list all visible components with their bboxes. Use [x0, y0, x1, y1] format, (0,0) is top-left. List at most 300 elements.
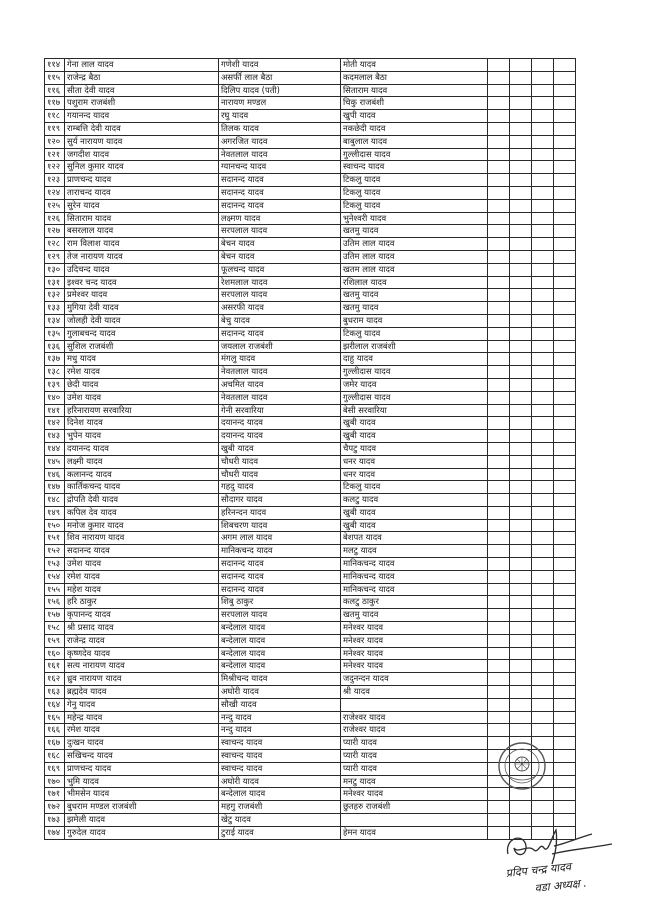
serial-number-cell: १५९: [45, 634, 65, 647]
roster-table: [44, 58, 576, 840]
table-row: [45, 442, 576, 455]
serial-number-cell: १२९: [45, 250, 65, 263]
empty-cell: [510, 186, 532, 199]
grandfather-name-cell: राजेश्वर यादव: [341, 724, 488, 737]
father-name-cell: सदानन्द यादव: [219, 186, 341, 199]
father-name-cell: बन्देलाल यादव: [219, 660, 341, 673]
empty-cell: [488, 212, 510, 225]
empty-cell: [554, 673, 576, 686]
person-name-cell: ब्रह्मदेव यादव: [65, 686, 219, 699]
empty-cell: [510, 314, 532, 327]
empty-cell: [554, 340, 576, 353]
serial-number-cell: १३०: [45, 263, 65, 276]
empty-cell: [532, 225, 554, 238]
empty-cell: [554, 750, 576, 763]
empty-cell: [510, 276, 532, 289]
grandfather-name-cell: प्यारी यादव: [341, 737, 488, 750]
father-name-cell: फूलचन्द यादव: [219, 263, 341, 276]
serial-number-cell: १२५: [45, 199, 65, 212]
grandfather-name-cell: छुतहरु राजबंशी: [341, 801, 488, 814]
empty-cell: [488, 660, 510, 673]
grandfather-name-cell: प्यारी यादव: [341, 750, 488, 763]
empty-cell: [554, 263, 576, 276]
empty-cell: [554, 59, 576, 72]
empty-cell: [488, 59, 510, 72]
father-name-cell: सदानन्द यादव: [219, 570, 341, 583]
father-name-cell: बन्देलाल यादव: [219, 788, 341, 801]
person-name-cell: महेश यादव: [65, 583, 219, 596]
table-row: [45, 404, 576, 417]
empty-cell: [488, 174, 510, 187]
father-name-cell: गहदु यादव: [219, 481, 341, 494]
empty-cell: [554, 532, 576, 545]
grandfather-name-cell: खतमु यादव: [341, 289, 488, 302]
serial-number-cell: १५५: [45, 583, 65, 596]
serial-number-cell: १५३: [45, 558, 65, 571]
grandfather-name-cell: श्री यादव: [341, 686, 488, 699]
grandfather-name-cell: प्यारी यादव: [341, 762, 488, 775]
office-seal-stamp: [496, 740, 548, 792]
grandfather-name-cell: खतम लाल यादव: [341, 263, 488, 276]
person-name-cell: बसरलाल यादव: [65, 225, 219, 238]
grandfather-name-cell: मनेश्वर यादव: [341, 634, 488, 647]
father-name-cell: चौधरी यादव: [219, 455, 341, 468]
table-row: [45, 161, 576, 174]
empty-cell: [554, 788, 576, 801]
person-name-cell: छेदी यादव: [65, 378, 219, 391]
table-row: [45, 570, 576, 583]
empty-cell: [554, 276, 576, 289]
empty-cell: [488, 276, 510, 289]
empty-cell: [532, 711, 554, 724]
empty-cell: [554, 366, 576, 379]
grandfather-name-cell: उतिम लाल यादव: [341, 238, 488, 251]
empty-cell: [532, 698, 554, 711]
person-name-cell: रमेश यादव: [65, 366, 219, 379]
empty-cell: [554, 570, 576, 583]
empty-cell: [510, 122, 532, 135]
father-name-cell: असरफी यादव: [219, 302, 341, 315]
person-name-cell: उमेश यादव: [65, 558, 219, 571]
empty-cell: [510, 404, 532, 417]
table-row: [45, 289, 576, 302]
father-name-cell: अगरजित यादव: [219, 135, 341, 148]
person-name-cell: दिनेश यादव: [65, 417, 219, 430]
empty-cell: [554, 404, 576, 417]
father-name-cell: मिश्रीचन्द यादव: [219, 673, 341, 686]
serial-number-cell: १३७: [45, 353, 65, 366]
empty-cell: [532, 71, 554, 84]
empty-cell: [488, 494, 510, 507]
person-name-cell: राजेन्द्र यादव: [65, 634, 219, 647]
empty-cell: [488, 340, 510, 353]
empty-cell: [554, 250, 576, 263]
person-name-cell: महेन्द्र यादव: [65, 711, 219, 724]
empty-cell: [510, 263, 532, 276]
empty-cell: [532, 199, 554, 212]
empty-cell: [554, 391, 576, 404]
empty-cell: [488, 289, 510, 302]
empty-cell: [488, 97, 510, 110]
empty-cell: [554, 762, 576, 775]
father-name-cell: सदानन्द यादव: [219, 583, 341, 596]
empty-cell: [532, 468, 554, 481]
table-row: [45, 532, 576, 545]
father-name-cell: सदानन्द यादव: [219, 558, 341, 571]
empty-cell: [488, 378, 510, 391]
empty-cell: [554, 647, 576, 660]
serial-number-cell: १२४: [45, 186, 65, 199]
empty-cell: [510, 686, 532, 699]
table-row: [45, 430, 576, 443]
person-name-cell: कृष्णदेव यादव: [65, 647, 219, 660]
person-name-cell: सीता देवी यादव: [65, 84, 219, 97]
empty-cell: [554, 110, 576, 123]
serial-number-cell: १३२: [45, 289, 65, 302]
empty-cell: [510, 59, 532, 72]
empty-cell: [532, 366, 554, 379]
father-name-cell: हरिनन्दन यादव: [219, 506, 341, 519]
empty-cell: [532, 327, 554, 340]
serial-number-cell: १६७: [45, 737, 65, 750]
grandfather-name-cell: रशिलाल यादव: [341, 276, 488, 289]
father-name-cell: बेचु यादव: [219, 314, 341, 327]
father-name-cell: अचमित यादव: [219, 378, 341, 391]
serial-number-cell: १४१: [45, 404, 65, 417]
grandfather-name-cell: जदुनन्दन यादव: [341, 673, 488, 686]
serial-number-cell: १६३: [45, 686, 65, 699]
empty-cell: [510, 724, 532, 737]
empty-cell: [510, 174, 532, 187]
empty-cell: [488, 314, 510, 327]
empty-cell: [554, 737, 576, 750]
person-name-cell: सुरेन यादव: [65, 199, 219, 212]
person-name-cell: गुरुदेल यादव: [65, 826, 219, 839]
grandfather-name-cell: खुबी यादव: [341, 506, 488, 519]
empty-cell: [488, 84, 510, 97]
grandfather-name-cell: मनटु यादव: [341, 775, 488, 788]
person-name-cell: कृपानन्द यादव: [65, 609, 219, 622]
table-row: [45, 71, 576, 84]
empty-cell: [488, 686, 510, 699]
empty-cell: [554, 161, 576, 174]
empty-cell: [488, 711, 510, 724]
empty-cell: [488, 366, 510, 379]
father-name-cell: टुराई यादव: [219, 826, 341, 839]
empty-cell: [554, 174, 576, 187]
serial-number-cell: १३६: [45, 340, 65, 353]
empty-cell: [510, 199, 532, 212]
table-row: [45, 199, 576, 212]
father-name-cell: सरपलाल यादव: [219, 609, 341, 622]
father-name-cell: अघोरी यादव: [219, 686, 341, 699]
empty-cell: [532, 84, 554, 97]
empty-cell: [532, 97, 554, 110]
empty-cell: [532, 609, 554, 622]
serial-number-cell: १४८: [45, 494, 65, 507]
table-row: [45, 302, 576, 315]
person-name-cell: बुधराम मण्डल राजबंशी: [65, 801, 219, 814]
empty-cell: [488, 71, 510, 84]
serial-number-cell: ११५: [45, 71, 65, 84]
person-name-cell: राम्बत्ति देवी यादव: [65, 122, 219, 135]
father-name-cell: नन्दु यादव: [219, 711, 341, 724]
table-row: [45, 135, 576, 148]
empty-cell: [510, 494, 532, 507]
table-row: [45, 609, 576, 622]
person-name-cell: भुमि यादव: [65, 775, 219, 788]
grandfather-name-cell: हेमन यादव: [341, 826, 488, 839]
person-name-cell: सुशिल राजबंशी: [65, 340, 219, 353]
serial-number-cell: १२६: [45, 212, 65, 225]
serial-number-cell: १५०: [45, 519, 65, 532]
empty-cell: [510, 238, 532, 251]
empty-cell: [532, 289, 554, 302]
father-name-cell: सौखी यादव: [219, 698, 341, 711]
table-row: [45, 455, 576, 468]
table-row: [45, 97, 576, 110]
father-name-cell: खेटु यादव: [219, 814, 341, 827]
grandfather-name-cell: टिकलु यादव: [341, 186, 488, 199]
empty-cell: [510, 698, 532, 711]
empty-cell: [510, 148, 532, 161]
empty-cell: [554, 801, 576, 814]
empty-cell: [554, 238, 576, 251]
empty-cell: [488, 110, 510, 123]
empty-cell: [510, 225, 532, 238]
empty-cell: [488, 596, 510, 609]
empty-cell: [510, 634, 532, 647]
serial-number-cell: १३९: [45, 378, 65, 391]
empty-cell: [532, 622, 554, 635]
empty-cell: [510, 110, 532, 123]
empty-cell: [532, 430, 554, 443]
empty-cell: [488, 186, 510, 199]
serial-number-cell: १७४: [45, 826, 65, 839]
grandfather-name-cell: गुल्लीदास यादव: [341, 148, 488, 161]
empty-cell: [510, 378, 532, 391]
empty-cell: [554, 698, 576, 711]
empty-cell: [554, 494, 576, 507]
person-name-cell: झमेली यादव: [65, 814, 219, 827]
table-row: [45, 391, 576, 404]
empty-cell: [532, 238, 554, 251]
person-name-cell: गेना लाल यादव: [65, 59, 219, 72]
serial-number-cell: १७३: [45, 814, 65, 827]
empty-cell: [532, 494, 554, 507]
empty-cell: [532, 532, 554, 545]
table-row: [45, 366, 576, 379]
table-row: [45, 506, 576, 519]
person-name-cell: सुनिल कुमार यादव: [65, 161, 219, 174]
father-name-cell: सदानन्द यादव: [219, 174, 341, 187]
empty-cell: [554, 583, 576, 596]
serial-number-cell: १२३: [45, 174, 65, 187]
father-name-cell: गेनी सरवारिया: [219, 404, 341, 417]
table-row: [45, 238, 576, 251]
empty-cell: [488, 225, 510, 238]
grandfather-name-cell: कदमलाल बैठा: [341, 71, 488, 84]
father-name-cell: शिबु ठाकुर: [219, 596, 341, 609]
serial-number-cell: ११४: [45, 59, 65, 72]
person-name-cell: ध्रुव नारायण यादव: [65, 673, 219, 686]
serial-number-cell: १२८: [45, 238, 65, 251]
empty-cell: [510, 596, 532, 609]
grandfather-name-cell: चैपटु यादव: [341, 442, 488, 455]
empty-cell: [488, 698, 510, 711]
empty-cell: [488, 468, 510, 481]
father-name-cell: नेवतलाल यादव: [219, 148, 341, 161]
person-name-cell: जोलही देवी यादव: [65, 314, 219, 327]
empty-cell: [510, 71, 532, 84]
person-name-cell: सखिचन्द यादव: [65, 750, 219, 763]
grandfather-name-cell: राजेश्वर यादव: [341, 711, 488, 724]
grandfather-name-cell: टिकलु यादव: [341, 199, 488, 212]
father-name-cell: चौधरी यादव: [219, 468, 341, 481]
grandfather-name-cell: धनर यादव: [341, 468, 488, 481]
person-name-cell: गयानन्द यादव: [65, 110, 219, 123]
empty-cell: [554, 353, 576, 366]
empty-cell: [488, 404, 510, 417]
empty-cell: [554, 724, 576, 737]
father-name-cell: बन्देलाल यादव: [219, 634, 341, 647]
empty-cell: [532, 314, 554, 327]
empty-cell: [532, 558, 554, 571]
empty-cell: [532, 122, 554, 135]
grandfather-name-cell: मनेश्वर यादव: [341, 788, 488, 801]
table-row: [45, 122, 576, 135]
grandfather-name-cell: झरीलाल राजबंशी: [341, 340, 488, 353]
person-name-cell: दुःखन यादव: [65, 737, 219, 750]
empty-cell: [488, 148, 510, 161]
serial-number-cell: १४६: [45, 468, 65, 481]
empty-cell: [510, 519, 532, 532]
document-sheet: [44, 58, 576, 840]
empty-cell: [532, 647, 554, 660]
roster-table-body: [45, 59, 576, 840]
serial-number-cell: १३८: [45, 366, 65, 379]
table-row: [45, 186, 576, 199]
table-row: [45, 686, 576, 699]
empty-cell: [510, 302, 532, 315]
empty-cell: [488, 647, 510, 660]
empty-cell: [488, 570, 510, 583]
table-row: [45, 250, 576, 263]
empty-cell: [510, 801, 532, 814]
empty-cell: [532, 212, 554, 225]
table-row: [45, 327, 576, 340]
grandfather-name-cell: मनेश्वर यादव: [341, 660, 488, 673]
serial-number-cell: १३३: [45, 302, 65, 315]
table-row: [45, 340, 576, 353]
grandfather-name-cell: खतमु यादव: [341, 302, 488, 315]
person-name-cell: दयानन्द यादव: [65, 442, 219, 455]
empty-cell: [510, 455, 532, 468]
empty-cell: [488, 417, 510, 430]
empty-cell: [488, 442, 510, 455]
empty-cell: [510, 430, 532, 443]
signatory-name: प्रदिप चन्द्र यादव: [505, 860, 572, 880]
empty-cell: [510, 711, 532, 724]
table-row: [45, 378, 576, 391]
serial-number-cell: १४९: [45, 506, 65, 519]
empty-cell: [532, 161, 554, 174]
empty-cell: [510, 468, 532, 481]
grandfather-name-cell: टिकलु यादव: [341, 481, 488, 494]
serial-number-cell: १५२: [45, 545, 65, 558]
father-name-cell: रघु यादव: [219, 110, 341, 123]
serial-number-cell: १५१: [45, 532, 65, 545]
empty-cell: [532, 353, 554, 366]
empty-cell: [510, 558, 532, 571]
father-name-cell: नारायण मण्डल: [219, 97, 341, 110]
grandfather-name-cell: बुधराम यादव: [341, 314, 488, 327]
empty-cell: [532, 481, 554, 494]
grandfather-name-cell: मनेश्वर यादव: [341, 647, 488, 660]
serial-number-cell: ११८: [45, 110, 65, 123]
empty-cell: [554, 378, 576, 391]
father-name-cell: मंगलु यादव: [219, 353, 341, 366]
serial-number-cell: ११७: [45, 97, 65, 110]
empty-cell: [554, 97, 576, 110]
table-row: [45, 84, 576, 97]
table-row: [45, 622, 576, 635]
table-row: [45, 468, 576, 481]
person-name-cell: कार्तिकचन्द यादव: [65, 481, 219, 494]
empty-cell: [554, 289, 576, 302]
empty-cell: [488, 238, 510, 251]
serial-number-cell: १३४: [45, 314, 65, 327]
person-name-cell: उमेश यादव: [65, 391, 219, 404]
empty-cell: [510, 545, 532, 558]
empty-cell: [510, 353, 532, 366]
table-row: [45, 276, 576, 289]
table-row: [45, 494, 576, 507]
person-name-cell: राजेन्द्र बैठा: [65, 71, 219, 84]
grandfather-name-cell: बेसी सरवारिया: [341, 404, 488, 417]
empty-cell: [532, 724, 554, 737]
person-name-cell: गेनु यादव: [65, 698, 219, 711]
empty-cell: [488, 161, 510, 174]
empty-cell: [510, 570, 532, 583]
empty-cell: [532, 519, 554, 532]
empty-cell: [488, 724, 510, 737]
person-name-cell: राम विलाश यादव: [65, 238, 219, 251]
empty-cell: [488, 801, 510, 814]
table-row: [45, 481, 576, 494]
empty-cell: [510, 340, 532, 353]
empty-cell: [488, 545, 510, 558]
empty-cell: [554, 314, 576, 327]
empty-cell: [532, 250, 554, 263]
empty-cell: [554, 135, 576, 148]
empty-cell: [532, 110, 554, 123]
empty-cell: [510, 622, 532, 635]
empty-cell: [488, 532, 510, 545]
serial-number-cell: १६२: [45, 673, 65, 686]
grandfather-name-cell: बेशपत यादव: [341, 532, 488, 545]
empty-cell: [554, 660, 576, 673]
father-name-cell: शिबचरण यादव: [219, 519, 341, 532]
person-name-cell: प्रमेश्वर यादव: [65, 289, 219, 302]
empty-cell: [510, 417, 532, 430]
father-name-cell: दयानन्द यादव: [219, 417, 341, 430]
empty-cell: [510, 327, 532, 340]
serial-number-cell: १५६: [45, 596, 65, 609]
empty-cell: [554, 455, 576, 468]
empty-cell: [554, 225, 576, 238]
person-name-cell: प्राणचन्द यादव: [65, 762, 219, 775]
